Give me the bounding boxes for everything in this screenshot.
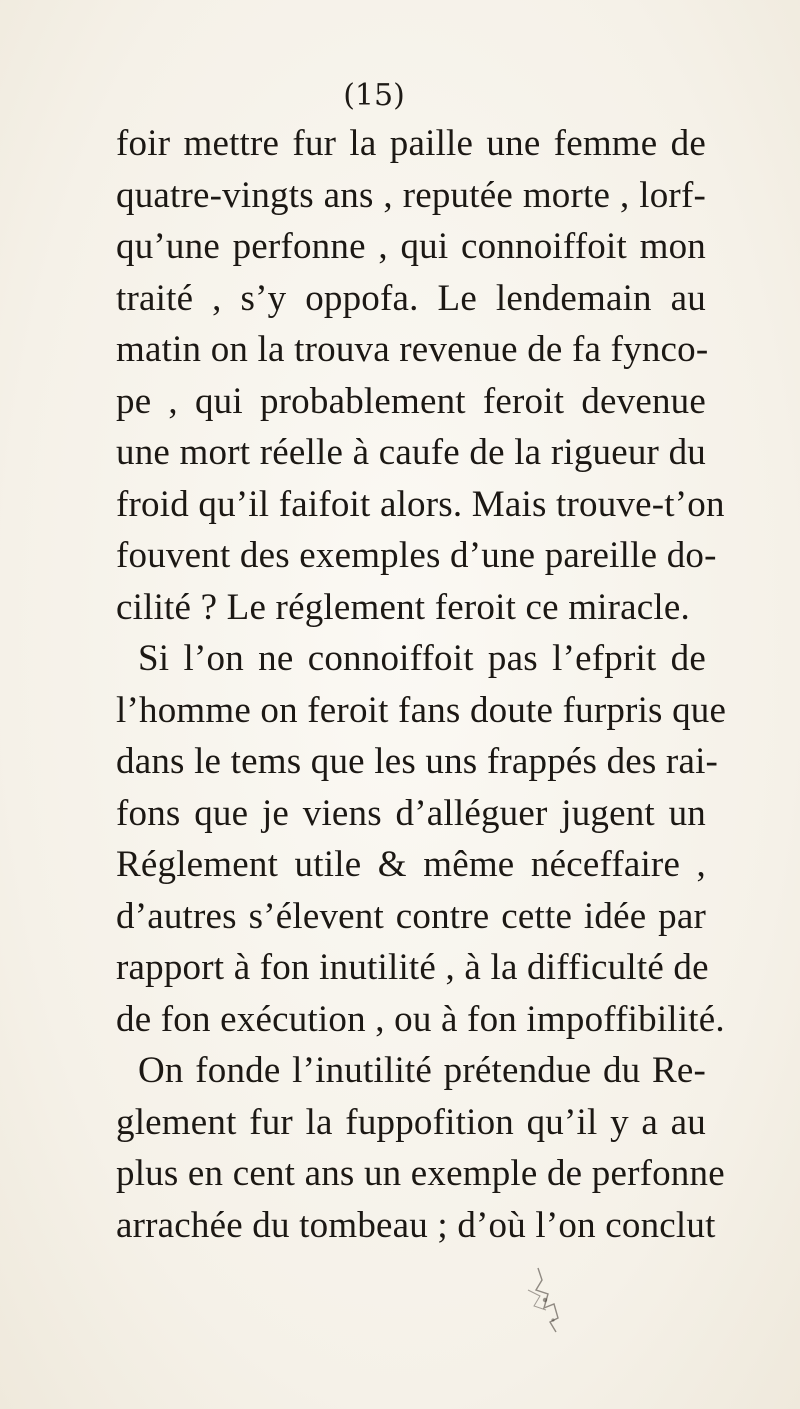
text-line: rapport à fon inutilité , à la difficulté de xyxy=(116,947,709,988)
text-line: cilité ? Le réglement feroit ce miracle. xyxy=(116,586,690,628)
text-line: pe , qui probablement feroit devenue xyxy=(116,380,706,422)
text-line: l’homme on feroit fans doute furpris que xyxy=(116,689,727,731)
text-line: dans le tems que les uns frappés des rai- xyxy=(116,741,719,782)
paragraph-start-line: On fonde l’inutilité prétendue du Re- xyxy=(138,1050,706,1091)
text-line: Réglement utile & même néceffaire , xyxy=(116,844,706,885)
text-line: arrachée du tombeau ; d’où l’on conclut xyxy=(116,1204,716,1246)
page-number: (15) xyxy=(343,78,405,113)
text-line: une mort réelle à caufe de la rigueur du xyxy=(116,432,706,473)
text-line: foir mettre fur la paille une femme de xyxy=(116,123,706,164)
ink-smudge xyxy=(498,1260,588,1340)
text-line: de fon exécution , ou à fon impoffibilité. xyxy=(116,998,725,1040)
text-line: qu’une perfonne , qui connoiffoit mon xyxy=(116,226,706,267)
text-line: quatre-vingts ans , reputée morte , lorf- xyxy=(116,174,706,216)
text-line: fouvent des exemples d’une pareille do- xyxy=(116,535,717,576)
body-text xyxy=(116,118,727,1251)
text-line: glement fur la fuppofition qu’il y a au xyxy=(116,1101,706,1143)
text-line: traité , s’y oppofa. Le lendemain au xyxy=(116,277,706,319)
text-line: fons que je viens d’alléguer jugent un xyxy=(116,792,706,834)
text-line: froid qu’il faifoit alors. Mais trouve-t’on xyxy=(116,483,725,525)
text-line: matin on la trouva revenue de fa fynco- xyxy=(116,329,709,370)
text-line: d’autres s’élevent contre cette idée par xyxy=(116,895,706,937)
text-line: plus en cent ans un exemple de perfonne xyxy=(116,1153,725,1194)
paragraph-start-line: Si l’on ne connoiffoit pas l’efprit de xyxy=(138,638,706,679)
